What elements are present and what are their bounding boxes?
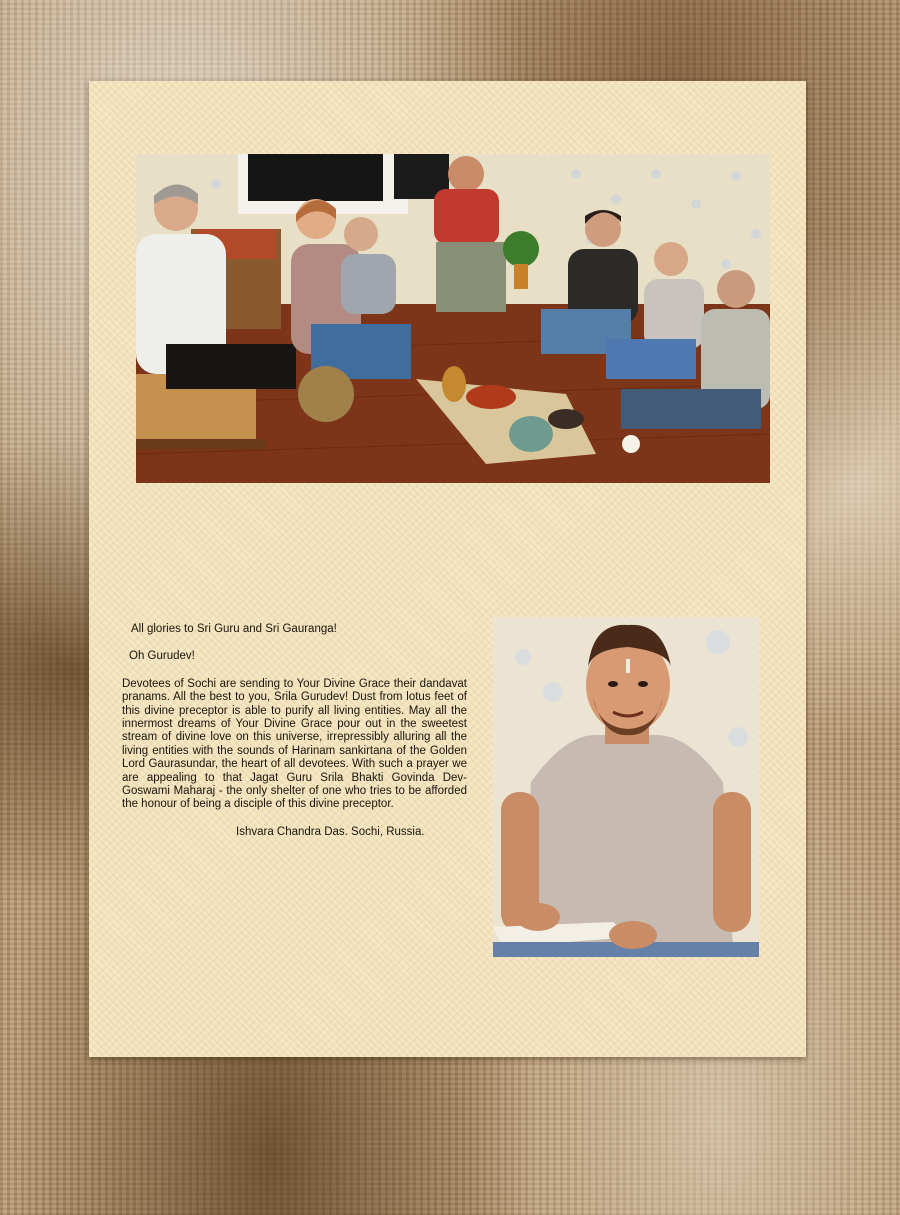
salutation: All glories to Sri Guru and Sri Gauranga! (131, 623, 337, 635)
portrait-photo (493, 617, 759, 957)
letter-text (122, 623, 467, 839)
letter-page (89, 81, 806, 1057)
portrait-illustration (493, 617, 759, 957)
signature: Ishvara Chandra Das. Sochi, Russia. (236, 825, 425, 838)
greeting: Oh Gurudev! (129, 650, 195, 663)
group-photo (136, 154, 770, 483)
group-photo-illustration (136, 154, 770, 483)
letter-body: Devotees of Sochi are sending to Your Divine Grace their dandavat pranams. All the best to you, Srila Gurudev! Dust from lotus feet of this divine preceptor is able to purify all living entities. May all the innermost dreams of Your Divine Grace pour out in the sweetest stream of divine love on this universe, irrepressibly alluring all the living entities with the sounds of Harinam sankirtana of the Golden Lord Gaurasundar, the heart of all devotees. With such a prayer we are appealing to that Jagat Guru Srila Bhakti Govinda Dev-Goswami Maharaj - the only shelter of one who tries to be afforded the honour of being a disciple of this divine preceptor. (122, 677, 467, 811)
